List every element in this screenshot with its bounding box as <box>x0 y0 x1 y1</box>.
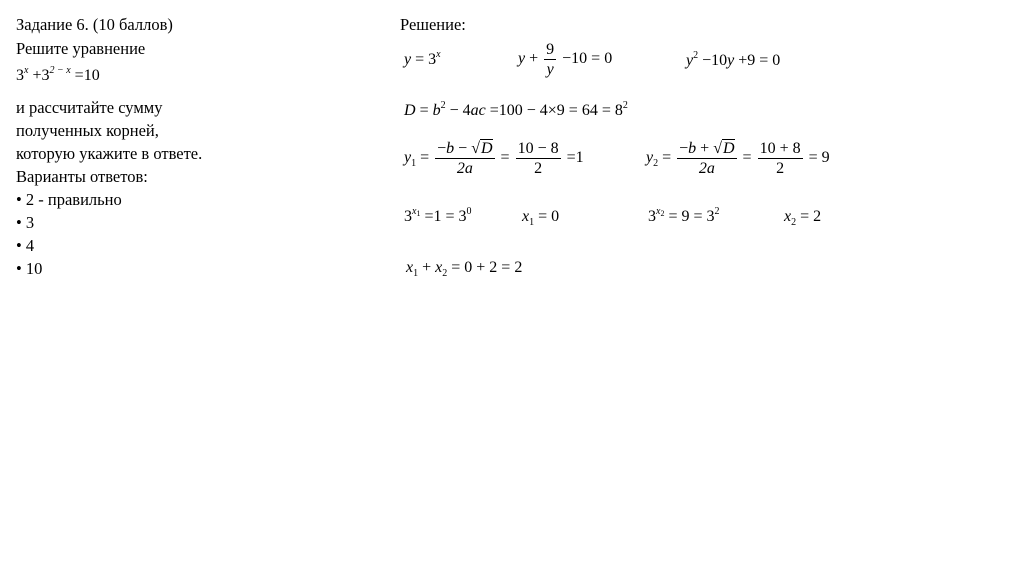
equation-y-fraction: y + $\frac{9}{y}$ −10 = 0 <box>518 41 613 78</box>
solution-x2: $x_2 = 2$ <box>784 208 822 228</box>
answer-option: • 2 - правильно <box>16 190 122 209</box>
substitution: $y = 3^x$ <box>404 49 441 68</box>
answer-option: • 3 <box>16 213 35 232</box>
solution-title: Решение: <box>400 15 466 34</box>
task-text-line1: и рассчитайте сумму <box>16 98 163 117</box>
task-text-line3: которую укажите в ответе. <box>16 144 203 163</box>
root-y2: $y_2$ = $\frac{-b + √D}{2a}$ = $\frac{10 + 8}{2}$ = 9 <box>646 140 830 177</box>
back-substitution-1: $3^{x_1} =1 = 3^0$ <box>404 206 472 225</box>
task-title: Задание 6. (10 баллов) <box>16 15 173 34</box>
roots-sum: $x_1 + x_2 = 0 + 2 = 2$ <box>406 259 523 279</box>
back-substitution-2: $3^{x_2} = 9 = 3^2$ <box>648 206 720 225</box>
discriminant: $D = b^2 - 4ac =100 - 4\times 9 = 64 = 8^2$ <box>404 100 628 119</box>
answer-option: • 4 <box>16 236 35 255</box>
answers-title: Варианты ответов: <box>16 167 148 186</box>
task-instruction: Решите уравнение <box>16 39 146 58</box>
answer-option: • 10 <box>16 259 43 278</box>
root-y1: $y_1$ = $\frac{-b - √D}{2a}$ = $\frac{10 - 8}{2}$ =1 <box>404 140 584 177</box>
task-equation: $3^x +3^{2 - x} =10$ <box>16 65 100 84</box>
solution-x1: $x_1 = 0$ <box>522 208 560 228</box>
quadratic-equation: $y^2 -10y +9 = 0$ <box>686 50 781 69</box>
task-text-line2: полученных корней, <box>16 121 159 140</box>
